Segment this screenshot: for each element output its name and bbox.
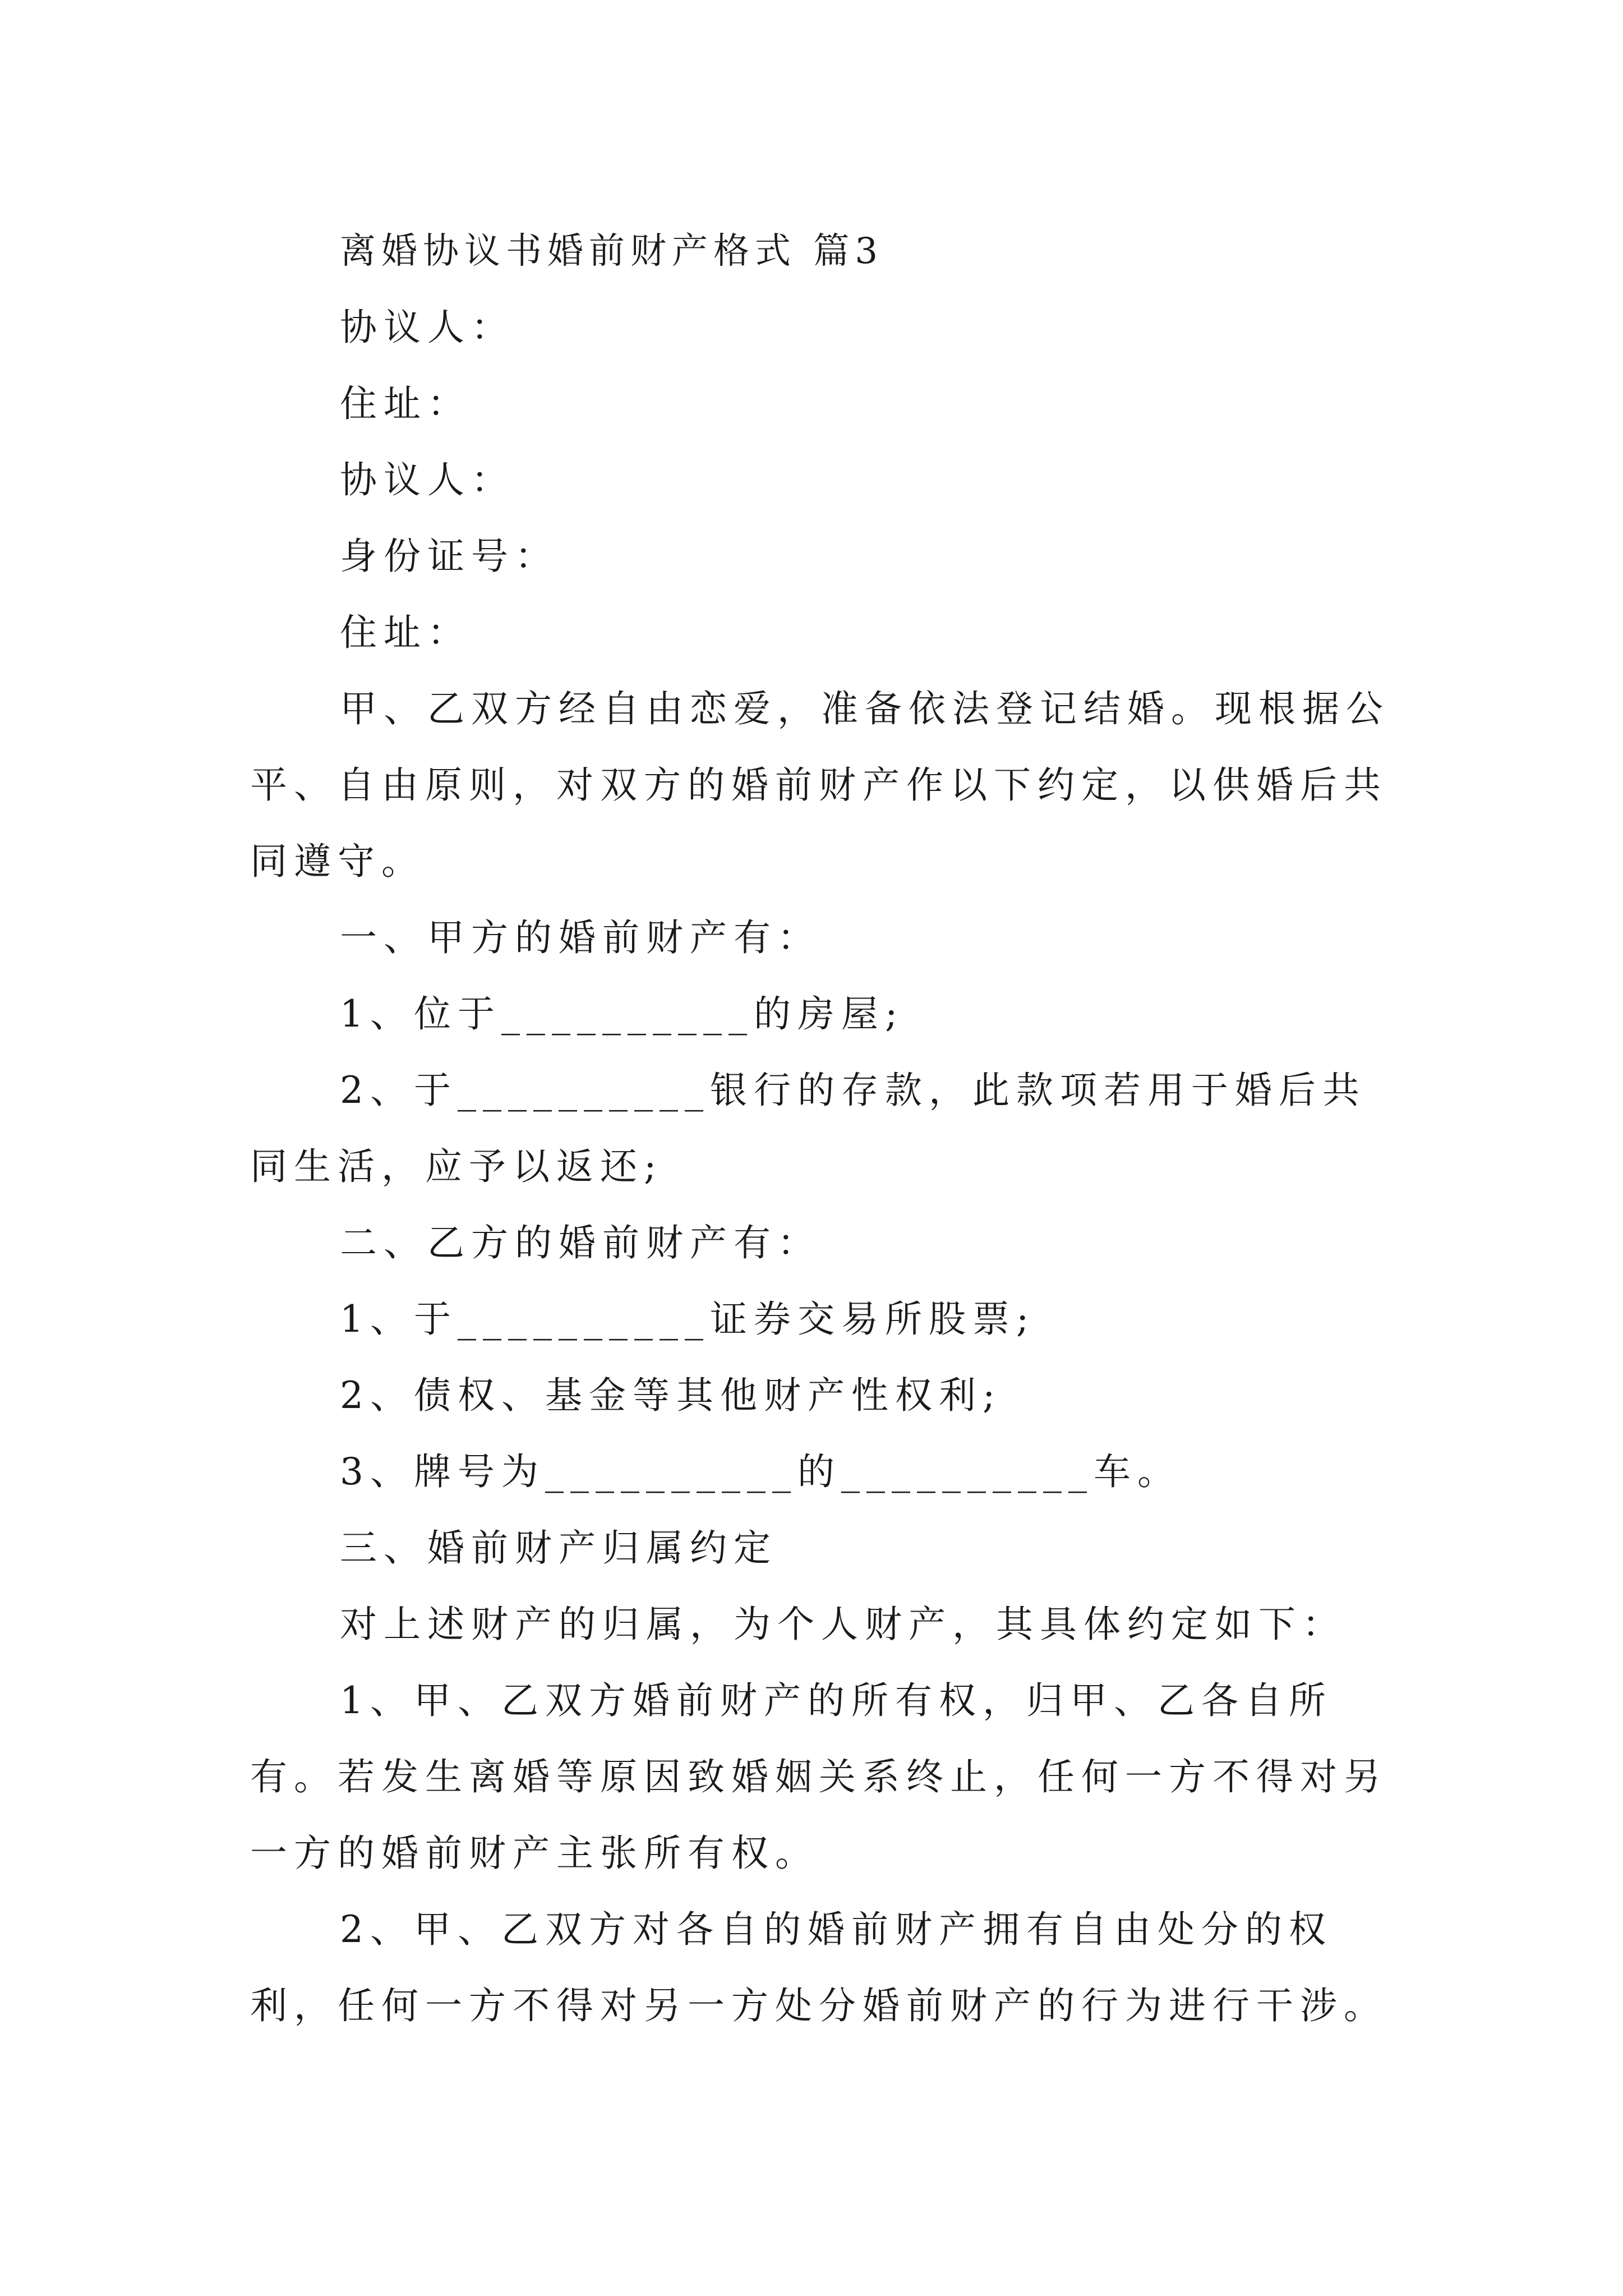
party-a-label: 协议人： bbox=[340, 306, 515, 349]
party-b-id-label: 身份证号： bbox=[340, 535, 559, 578]
section3-intro: 对上述财产的归属，为个人财产，其具体约定如下： bbox=[340, 1603, 1346, 1646]
section2-item1: 1、于__________证券交易所股票; bbox=[340, 1297, 1036, 1341]
document-title: 离婚协议书婚前财产格式 篇3 bbox=[340, 231, 884, 272]
section2-item2: 2、债权、基金等其他财产性权利; bbox=[340, 1374, 1002, 1417]
party-b-address-label: 住址： bbox=[340, 611, 471, 654]
section1-item2: 2、于__________银行的存款，此款项若用于婚后共同生活，应予以返还; bbox=[250, 1069, 1366, 1188]
preamble-paragraph: 甲、乙双方经自由恋爱，准备依法登记结婚。现根据公平、自由原则，对双方的婚前财产作以下约定，以供婚后共同遵守。 bbox=[250, 687, 1390, 883]
party-b-label: 协议人： bbox=[340, 458, 515, 501]
section3-item2: 2、甲、乙双方对各自的婚前财产拥有自由处分的权利，任何一方不得对另一方处分婚前财产的行为进行干涉。 bbox=[250, 1908, 1387, 2027]
section3-heading: 三、婚前财产归属约定 bbox=[340, 1526, 777, 1570]
party-a-address-label: 住址： bbox=[340, 382, 471, 425]
section1-heading: 一、甲方的婚前财产有： bbox=[340, 916, 821, 959]
section1-item1: 1、位于__________的房屋; bbox=[340, 992, 905, 1036]
section2-heading: 二、乙方的婚前财产有： bbox=[340, 1221, 821, 1264]
section3-item1: 1、甲、乙双方婚前财产的所有权，归甲、乙各自所有。若发生离婚等原因致婚姻关系终止，任何一方不得对另一方的婚前财产主张所有权。 bbox=[250, 1679, 1387, 1875]
document-body bbox=[250, 213, 1394, 2044]
section2-item3: 3、牌号为__________的__________车。 bbox=[340, 1450, 1181, 1493]
